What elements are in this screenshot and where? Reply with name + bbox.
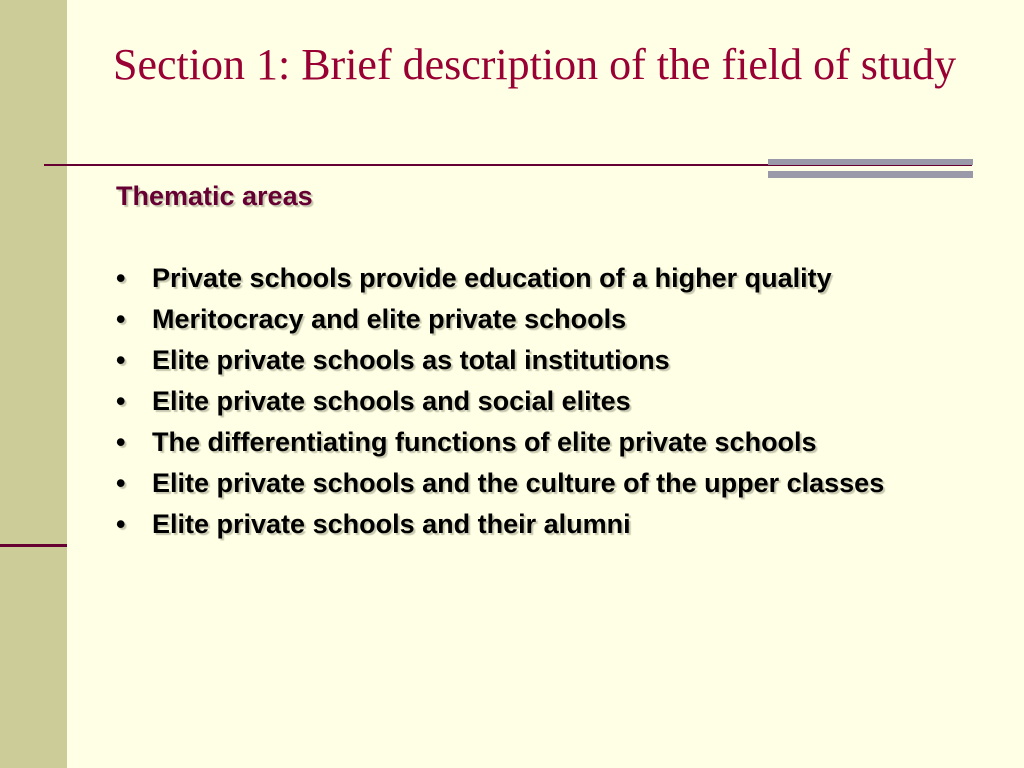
left-decorative-band [0, 0, 67, 768]
list-item [116, 303, 976, 335]
bullet-icon: • [116, 345, 126, 375]
bullet-icon: • [116, 304, 126, 334]
left-band-divider [0, 544, 67, 547]
list-item [116, 344, 976, 376]
bullet-icon: • [116, 468, 126, 498]
accent-bar-bottom [768, 171, 973, 178]
bullet-icon: • [116, 386, 126, 416]
slide-title: Section 1: Brief description of the field of study [113, 40, 957, 89]
list-item-text: Elite private schools as total institutions [152, 345, 670, 375]
bullet-icon: • [116, 263, 126, 293]
thematic-areas-heading: Thematic areas [116, 181, 313, 211]
list-item-text: Private schools provide education of a higher quality [152, 263, 832, 293]
bullet-icon: • [116, 509, 126, 539]
bullet-icon: • [116, 427, 126, 457]
list-item [116, 262, 976, 294]
title-accent-bars [768, 159, 973, 179]
list-item-text: Elite private schools and the culture of the upper classes [152, 468, 885, 498]
accent-bar-top [768, 159, 973, 165]
list-item-text: Elite private schools and social elites [152, 386, 631, 416]
list-item-text: The differentiating functions of elite private schools [152, 427, 817, 457]
list-item-text: Meritocracy and elite private schools [152, 304, 627, 334]
list-item [116, 508, 976, 540]
list-item [116, 467, 976, 499]
thematic-areas-list [116, 262, 976, 549]
list-item [116, 426, 976, 458]
list-item [116, 385, 976, 417]
list-item-text: Elite private schools and their alumni [152, 509, 631, 539]
